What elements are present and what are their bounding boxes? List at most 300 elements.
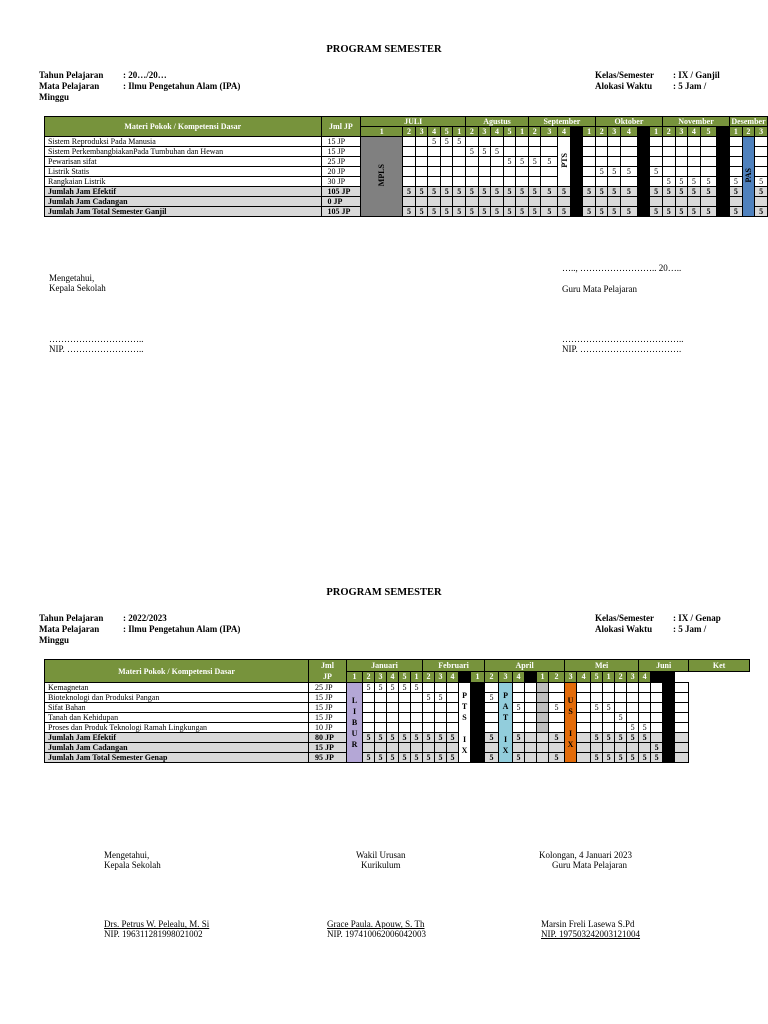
- jml-jp-cell: 95 JP: [309, 753, 347, 763]
- week-cell: [363, 743, 375, 753]
- mapel-value: : Ilmu Pengetahun Alam (IPA): [123, 624, 241, 634]
- week-cell: 5: [491, 147, 504, 157]
- week-cell: [541, 167, 558, 177]
- week-cell: [447, 703, 459, 713]
- jml-jp-cell: 30 JP: [321, 177, 361, 187]
- total-row: [45, 207, 768, 217]
- week-cell: [466, 197, 479, 207]
- break-cell: [570, 147, 583, 157]
- week-cell: [447, 693, 459, 703]
- week-number: 3: [541, 127, 558, 137]
- ket-cell: [675, 723, 689, 733]
- col-jml-label: Jml JP: [321, 661, 334, 681]
- break-cell: [663, 733, 675, 743]
- week-cell: 5: [411, 733, 423, 743]
- week-cell: [541, 137, 558, 147]
- week-cell: 5: [516, 187, 529, 197]
- week-number: 3: [375, 671, 387, 683]
- total-row: [45, 197, 768, 207]
- week-number: 2: [662, 127, 675, 137]
- jml-jp-cell: 15 JP: [309, 743, 347, 753]
- week-cell: 5: [541, 207, 558, 217]
- week-cell: [577, 743, 591, 753]
- break-cell: [663, 743, 675, 753]
- week-cell: [428, 177, 441, 187]
- week-cell: [513, 723, 525, 733]
- sig-kepsek-nip: NIP. 196311281998021002: [104, 929, 203, 939]
- break-cell: [717, 177, 730, 187]
- tahun-label: Tahun Pelajaran: [39, 613, 104, 623]
- week-cell: [608, 197, 621, 207]
- week-cell: [435, 743, 447, 753]
- month-label: Mei: [565, 660, 639, 672]
- jml-jp-cell: 0 JP: [321, 197, 361, 207]
- week-cell: 5: [650, 167, 663, 177]
- week-cell: [639, 703, 651, 713]
- week-cell: 5: [503, 157, 516, 167]
- week-cell: [651, 723, 663, 733]
- week-cell: [688, 197, 701, 207]
- week-cell: [403, 157, 416, 167]
- break-cell: [663, 703, 675, 713]
- signature-kepsek-name-genap: [104, 919, 209, 939]
- break-cell: [717, 137, 730, 147]
- week-cell: [516, 147, 529, 157]
- ket-cell: [675, 713, 689, 723]
- week-cell: 5: [755, 207, 768, 217]
- week-cell: [423, 703, 435, 713]
- break-cell: [471, 713, 485, 723]
- total-row: [45, 733, 750, 743]
- week-cell: [525, 683, 537, 693]
- week-cell: [453, 147, 466, 157]
- materi-cell: Jumlah Jam Efektif: [45, 187, 322, 197]
- week-number: 3: [675, 127, 688, 137]
- week-cell: [595, 197, 608, 207]
- pat-label: P A T I X: [502, 690, 509, 755]
- week-cell: 5: [541, 157, 558, 167]
- week-cell: [675, 197, 688, 207]
- week-cell: [627, 693, 639, 703]
- week-cell: [403, 137, 416, 147]
- sig-date-blank: ….., …………………….. 20…..: [562, 263, 682, 273]
- week-cell: [528, 147, 541, 157]
- week-cell: [595, 147, 608, 157]
- week-cell: 5: [558, 207, 571, 217]
- week-cell: [583, 177, 596, 187]
- week-cell: [478, 167, 491, 177]
- week-cell: [755, 167, 768, 177]
- libur-cell: [347, 683, 363, 763]
- week-number: 2: [485, 671, 499, 683]
- week-cell: 5: [478, 207, 491, 217]
- week-cell: [503, 137, 516, 147]
- week-cell: [387, 693, 399, 703]
- week-number: [717, 127, 730, 137]
- week-cell: [608, 157, 621, 167]
- week-cell: 5: [375, 683, 387, 693]
- week-cell: [608, 137, 621, 147]
- total-row: [45, 187, 768, 197]
- pts-label: P T S I X: [461, 690, 468, 755]
- week-cell: 5: [428, 207, 441, 217]
- table-row: [45, 157, 768, 167]
- week-cell: 5: [675, 187, 688, 197]
- materi-cell: Tanah dan Kehidupan: [45, 713, 309, 723]
- week-cell: [411, 713, 423, 723]
- week-cell: 5: [513, 703, 525, 713]
- week-cell: [478, 157, 491, 167]
- week-cell: 5: [447, 733, 459, 743]
- materi-cell: Bioteknologi dan Produksi Pangan: [45, 693, 309, 703]
- break-cell: [717, 167, 730, 177]
- week-cell: [491, 157, 504, 167]
- break-cell: [637, 197, 650, 207]
- pts-cell: [459, 683, 471, 763]
- week-cell: [363, 703, 375, 713]
- week-cell: 5: [615, 753, 627, 763]
- signature-guru-ganjil: [562, 263, 681, 273]
- week-cell: [608, 147, 621, 157]
- week-cell: [591, 723, 603, 733]
- break-cell: [570, 187, 583, 197]
- week-cell: [466, 167, 479, 177]
- jml-jp-cell: 25 JP: [321, 157, 361, 167]
- week-cell: [662, 167, 675, 177]
- week-cell: [700, 167, 717, 177]
- week-cell: 5: [595, 187, 608, 197]
- header-row-months: [45, 117, 768, 127]
- month-label: September: [528, 117, 595, 127]
- week-number: [637, 127, 650, 137]
- week-cell: 5: [528, 187, 541, 197]
- week-cell: [621, 147, 638, 157]
- week-cell: [608, 177, 621, 187]
- week-cell: 5: [513, 753, 525, 763]
- week-cell: 5: [700, 187, 717, 197]
- week-cell: 5: [453, 187, 466, 197]
- kelas-value: : IX / Genap: [673, 613, 721, 623]
- week-cell: [423, 713, 435, 723]
- week-cell: 5: [688, 187, 701, 197]
- week-cell: [595, 157, 608, 167]
- week-cell: [583, 197, 596, 207]
- week-number: 4: [513, 671, 525, 683]
- alokasi-value: : 5 Jam /: [673, 81, 707, 91]
- us-cell: [565, 683, 577, 763]
- week-cell: [525, 743, 537, 753]
- materi-cell: Jumlah Jam Cadangan: [45, 743, 309, 753]
- jml-jp-cell: 15 JP: [309, 693, 347, 703]
- break-cell: [570, 167, 583, 177]
- week-cell: 5: [435, 733, 447, 743]
- week-cell: [583, 167, 596, 177]
- week-cell: [615, 693, 627, 703]
- sig-date: Kolongan, 4 Januari 2023: [539, 850, 632, 860]
- materi-cell: Jumlah Jam Cadangan: [45, 197, 322, 207]
- mapel-label: Mata Pelajaran: [39, 624, 100, 634]
- signature-wakasek-genap: [356, 850, 406, 870]
- materi-cell: Jumlah Jam Total Semester Genap: [45, 753, 309, 763]
- week-cell: 5: [466, 187, 479, 197]
- break-cell: [637, 167, 650, 177]
- week-cell: [650, 157, 663, 167]
- week-cell: 5: [485, 753, 499, 763]
- week-cell: [375, 723, 387, 733]
- week-number: 3: [627, 671, 639, 683]
- jml-jp-cell: 15 JP: [309, 713, 347, 723]
- signature-guru-name-ganjil: [562, 334, 684, 354]
- week-cell: [621, 177, 638, 187]
- jml-jp-cell: 20 JP: [321, 167, 361, 177]
- week-cell: [577, 733, 591, 743]
- week-cell: 5: [639, 733, 651, 743]
- week-number: 5: [591, 671, 603, 683]
- table-row: [45, 723, 750, 733]
- week-number: 4: [688, 127, 701, 137]
- week-cell: [730, 147, 743, 157]
- week-number: 1: [537, 671, 549, 683]
- break-cell: [663, 723, 675, 733]
- week-cell: [528, 197, 541, 207]
- week-cell: [375, 713, 387, 723]
- week-cell: [675, 147, 688, 157]
- week-cell: 5: [453, 207, 466, 217]
- week-cell: 5: [650, 187, 663, 197]
- materi-cell: Sifat Bahan: [45, 703, 309, 713]
- week-cell: 5: [650, 207, 663, 217]
- week-cell: [528, 167, 541, 177]
- ket-cell: [675, 703, 689, 713]
- mapel-label: Mata Pelajaran: [39, 81, 100, 91]
- week-cell: [440, 197, 453, 207]
- week-cell: 5: [503, 187, 516, 197]
- week-cell: [403, 177, 416, 187]
- week-cell: [549, 713, 565, 723]
- week-cell: 5: [675, 177, 688, 187]
- week-number: 1: [516, 127, 529, 137]
- week-cell: 5: [730, 187, 743, 197]
- table-row: [45, 713, 750, 723]
- week-cell: [428, 157, 441, 167]
- header-row-months: [45, 660, 750, 672]
- week-cell: [558, 197, 571, 207]
- week-cell: 5: [491, 187, 504, 197]
- week-cell: [513, 693, 525, 703]
- week-cell: [363, 693, 375, 703]
- break-cell: [637, 157, 650, 167]
- week-cell: [485, 703, 499, 713]
- break-cell: [663, 683, 675, 693]
- week-cell: 5: [627, 733, 639, 743]
- week-cell: [755, 157, 768, 167]
- week-cell: 5: [363, 753, 375, 763]
- week-number: 4: [639, 671, 651, 683]
- week-cell: 5: [595, 207, 608, 217]
- week-cell: [621, 157, 638, 167]
- break-cell: [537, 683, 549, 693]
- break-cell: [637, 137, 650, 147]
- week-cell: [700, 157, 717, 167]
- week-cell: [478, 137, 491, 147]
- week-cell: [411, 723, 423, 733]
- week-cell: [415, 177, 428, 187]
- week-cell: 5: [583, 207, 596, 217]
- week-cell: [411, 703, 423, 713]
- week-cell: [627, 743, 639, 753]
- sig-guru-name: Marsin Freli Lasewa S.Pd: [541, 919, 635, 929]
- sig-kurikulum: Kurikulum: [361, 860, 401, 870]
- week-cell: [615, 703, 627, 713]
- week-cell: [755, 197, 768, 207]
- week-cell: [485, 713, 499, 723]
- jml-jp-cell: 105 JP: [321, 207, 361, 217]
- week-number: 4: [621, 127, 638, 137]
- week-cell: [730, 157, 743, 167]
- week-cell: 5: [591, 733, 603, 743]
- week-cell: 5: [447, 753, 459, 763]
- week-cell: 5: [608, 187, 621, 197]
- month-label: Ket: [689, 660, 750, 672]
- week-cell: 5: [363, 733, 375, 743]
- total-row: [45, 753, 750, 763]
- jml-jp-cell: 15 JP: [321, 137, 361, 147]
- materi-cell: Pewarisan sifat: [45, 157, 322, 167]
- week-cell: [541, 197, 558, 207]
- week-cell: [447, 723, 459, 733]
- week-cell: [688, 137, 701, 147]
- week-cell: [478, 177, 491, 187]
- week-cell: [478, 197, 491, 207]
- week-cell: [525, 703, 537, 713]
- week-cell: [503, 167, 516, 177]
- pts-label: PTS: [559, 153, 569, 168]
- week-cell: [415, 197, 428, 207]
- month-label: Agustus: [466, 117, 529, 127]
- week-cell: [639, 683, 651, 693]
- week-cell: [549, 693, 565, 703]
- break-cell: [537, 743, 549, 753]
- week-cell: [375, 743, 387, 753]
- week-cell: 5: [440, 187, 453, 197]
- month-label: Januari: [347, 660, 423, 672]
- break-cell: [537, 723, 549, 733]
- week-cell: [528, 137, 541, 147]
- week-number: [570, 127, 583, 137]
- week-cell: [453, 197, 466, 207]
- week-cell: [662, 197, 675, 207]
- week-cell: [387, 703, 399, 713]
- week-cell: [453, 177, 466, 187]
- materi-cell: Rangkaian Listrik: [45, 177, 322, 187]
- month-label: November: [662, 117, 729, 127]
- signature-wakasek-name-genap: [327, 919, 426, 939]
- week-cell: [375, 693, 387, 703]
- week-cell: [615, 723, 627, 733]
- week-cell: 5: [662, 177, 675, 187]
- week-cell: 5: [399, 753, 411, 763]
- week-cell: 5: [675, 207, 688, 217]
- jml-jp-cell: 10 JP: [309, 723, 347, 733]
- col-materi-header: Materi Pokok / Kompetensi Dasar: [45, 117, 322, 137]
- week-cell: [387, 743, 399, 753]
- week-cell: 5: [621, 207, 638, 217]
- break-cell: [471, 753, 485, 763]
- week-cell: [363, 713, 375, 723]
- week-cell: [595, 137, 608, 147]
- week-cell: [528, 177, 541, 187]
- break-cell: [471, 723, 485, 733]
- week-cell: [440, 167, 453, 177]
- week-cell: [453, 157, 466, 167]
- sig-guru-name-blank: …………………………………..: [562, 334, 684, 344]
- week-cell: [591, 713, 603, 723]
- week-cell: 5: [485, 693, 499, 703]
- week-cell: [650, 197, 663, 207]
- alokasi-label: Alokasi Waktu: [595, 624, 653, 634]
- week-cell: [688, 147, 701, 157]
- materi-cell: Sistem Reproduksi Pada Manusia: [45, 137, 322, 147]
- week-cell: 5: [627, 753, 639, 763]
- sig-guru-nip: NIP. 197503242003121004: [541, 929, 641, 939]
- break-cell: [471, 693, 485, 703]
- week-cell: [399, 713, 411, 723]
- week-cell: [662, 137, 675, 147]
- week-cell: 5: [591, 703, 603, 713]
- week-cell: 5: [608, 207, 621, 217]
- week-cell: [387, 713, 399, 723]
- week-cell: 5: [363, 683, 375, 693]
- sig-guru-mapel: Guru Mata Pelajaran: [552, 860, 627, 870]
- break-cell: [637, 187, 650, 197]
- week-cell: 5: [755, 187, 768, 197]
- week-cell: [577, 703, 591, 713]
- sig-name-blank: …………………………..: [49, 334, 144, 344]
- week-number: [525, 671, 537, 683]
- week-cell: 5: [415, 207, 428, 217]
- week-cell: [435, 723, 447, 733]
- week-cell: [662, 147, 675, 157]
- week-cell: [700, 197, 717, 207]
- week-cell: 5: [549, 733, 565, 743]
- sig-wakil-urusan: Wakil Urusan: [356, 850, 406, 860]
- materi-cell: Jumlah Jam Efektif: [45, 733, 309, 743]
- week-number: 1: [347, 671, 363, 683]
- week-cell: 5: [403, 187, 416, 197]
- week-number: 2: [423, 671, 435, 683]
- week-cell: [591, 693, 603, 703]
- break-cell: [717, 157, 730, 167]
- week-cell: [621, 197, 638, 207]
- alokasi-label: Alokasi Waktu: [595, 81, 653, 91]
- week-cell: 5: [558, 187, 571, 197]
- signature-kepsek-ganjil: [49, 273, 106, 293]
- signature-guru-role-ganjil: [562, 284, 637, 294]
- week-cell: [700, 147, 717, 157]
- materi-cell: Kemagnetan: [45, 683, 309, 693]
- break-cell: [471, 743, 485, 753]
- tahun-label: Tahun Pelajaran: [39, 70, 104, 80]
- materi-cell: Listrik Statis: [45, 167, 322, 177]
- week-cell: [577, 683, 591, 693]
- week-cell: [485, 743, 499, 753]
- week-cell: [525, 693, 537, 703]
- month-label: Desember: [731, 117, 766, 126]
- week-cell: [650, 137, 663, 147]
- week-number: 1: [361, 127, 403, 137]
- week-cell: 5: [621, 187, 638, 197]
- week-cell: [415, 147, 428, 157]
